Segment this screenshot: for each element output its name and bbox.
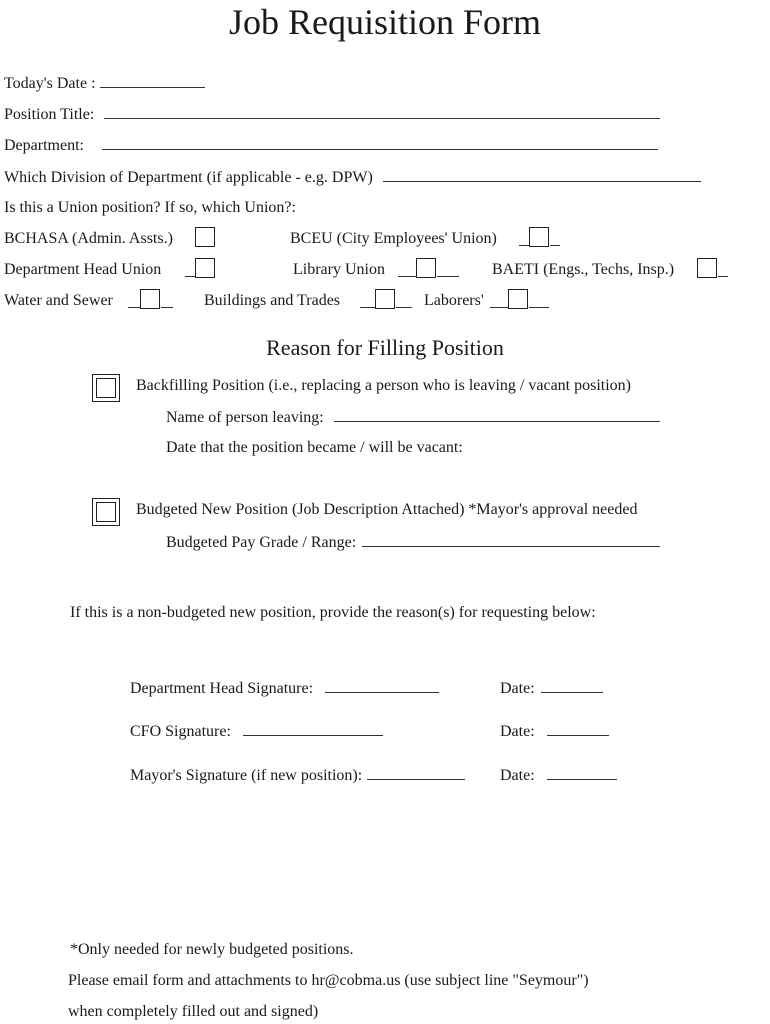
union-baeti-checkbox[interactable] — [697, 258, 717, 278]
mayor-signature-label: Mayor's Signature (if new position): — [130, 767, 363, 784]
union-buildings-trades-checkbox[interactable] — [375, 289, 395, 309]
union-dept-head-label: Department Head Union — [4, 261, 162, 278]
cfo-date-label: Date: — [500, 723, 535, 740]
mayor-date-field[interactable] — [547, 765, 617, 780]
pay-grade-row — [166, 532, 660, 553]
union-bceu-checkbox[interactable] — [529, 227, 549, 247]
footer-completion: when completely filled out and signed) — [68, 1003, 319, 1020]
union-question: Is this a Union position? If so, which Union?: — [4, 199, 296, 216]
todays-date-field[interactable] — [100, 73, 205, 88]
dept-head-date-row — [500, 678, 603, 699]
vacant-date-label: Date that the position became / will be vacant: — [166, 439, 463, 456]
name-leaving-field[interactable] — [334, 407, 660, 422]
dept-head-signature-field[interactable] — [325, 678, 439, 693]
form-title: Job Requisition Form — [228, 2, 542, 42]
union-bchasa-label: BCHASA (Admin. Assts.) — [4, 230, 173, 247]
pay-grade-label: Budgeted Pay Grade / Range: — [166, 534, 357, 551]
union-library-checkbox[interactable] — [416, 258, 436, 278]
position-title-row — [4, 104, 660, 125]
mayor-date-row — [500, 765, 617, 786]
budgeted-checkbox[interactable] — [92, 498, 120, 526]
union-buildings-trades-label: Buildings and Trades — [204, 292, 341, 309]
division-field[interactable] — [383, 167, 701, 182]
department-field[interactable] — [102, 135, 658, 150]
department-label: Department: — [4, 137, 84, 154]
backfill-label: Backfilling Position (i.e., replacing a person who is leaving / vacant position) — [136, 377, 632, 394]
division-row — [4, 167, 701, 188]
non-budgeted-instruction: If this is a non-budgeted new position, provide the reason(s) for requesting below: — [70, 604, 596, 621]
union-dept-head-checkbox[interactable] — [195, 258, 215, 278]
division-label: Which Division of Department (if applicable - e.g. DPW) — [4, 169, 373, 186]
union-water-sewer-checkbox[interactable] — [140, 289, 160, 309]
position-title-field[interactable] — [104, 104, 660, 119]
pay-grade-field[interactable] — [362, 532, 660, 547]
cfo-signature-field[interactable] — [243, 721, 383, 736]
position-title-label: Position Title: — [4, 106, 95, 123]
mayor-signature-field[interactable] — [367, 765, 465, 780]
department-row — [4, 135, 658, 156]
name-leaving-row — [166, 407, 660, 428]
cfo-date-row — [500, 721, 609, 742]
dept-head-signature-label: Department Head Signature: — [130, 680, 314, 697]
union-baeti-label: BAETI (Engs., Techs, Insp.) — [492, 261, 675, 278]
name-leaving-label: Name of person leaving: — [166, 409, 324, 426]
cfo-signature-row — [130, 721, 383, 742]
union-library-label: Library Union — [293, 261, 385, 278]
dept-head-date-label: Date: — [500, 680, 535, 697]
reason-heading: Reason for Filling Position — [266, 335, 504, 360]
mayor-date-label: Date: — [500, 767, 535, 784]
todays-date-label: Today's Date : — [4, 75, 96, 92]
footer-email: Please email form and attachments to hr@cobma.us (use subject line "Seymour") — [68, 972, 589, 989]
footer-note: *Only needed for newly budgeted positions. — [70, 941, 354, 958]
union-bchasa-checkbox[interactable] — [195, 227, 215, 247]
dept-head-signature-row — [130, 678, 439, 699]
union-bceu-label: BCEU (City Employees' Union) — [290, 230, 497, 247]
union-water-sewer-label: Water and Sewer — [4, 292, 113, 309]
union-laborers-label: Laborers' — [424, 292, 484, 309]
budgeted-label: Budgeted New Position (Job Description Attached) *Mayor's approval needed — [136, 501, 638, 518]
todays-date-row — [4, 73, 205, 94]
union-laborers-checkbox[interactable] — [508, 289, 528, 309]
mayor-signature-row — [130, 765, 465, 786]
cfo-date-field[interactable] — [547, 721, 609, 736]
backfill-checkbox[interactable] — [92, 374, 120, 402]
cfo-signature-label: CFO Signature: — [130, 723, 231, 740]
dept-head-date-field[interactable] — [541, 678, 603, 693]
